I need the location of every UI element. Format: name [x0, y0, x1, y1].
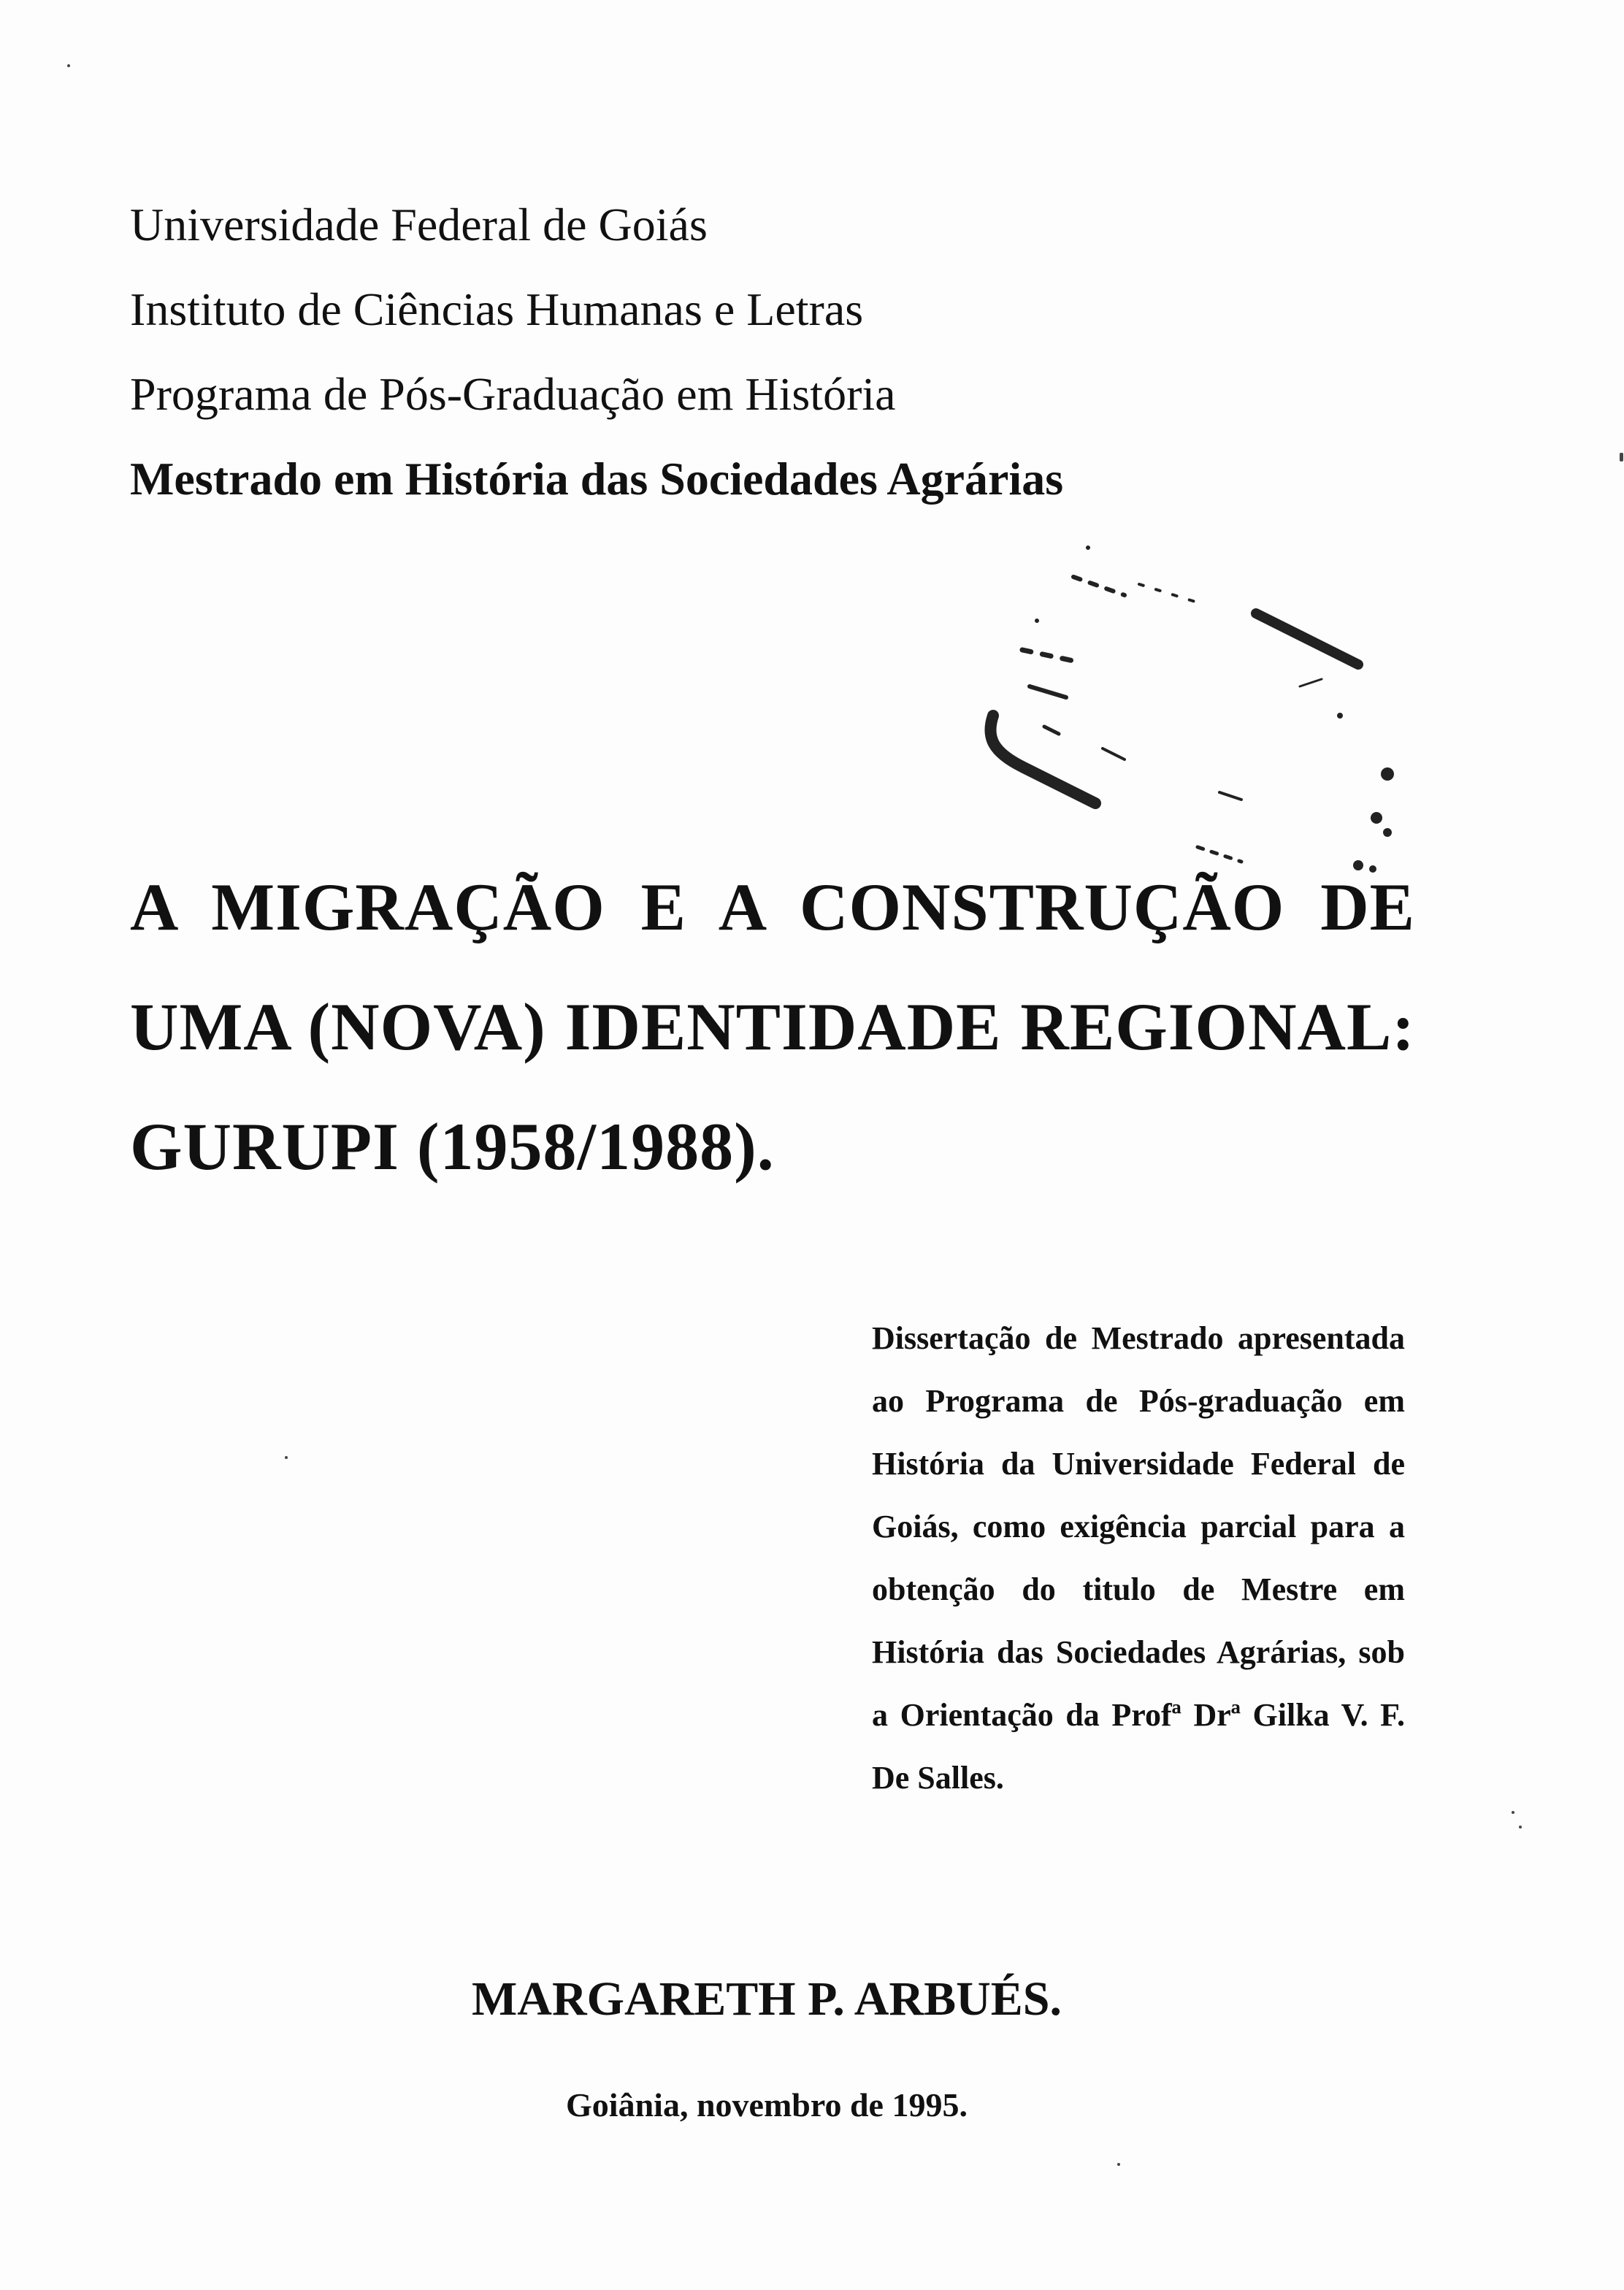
institute-name: Instituto de Ciências Humanas e Letras [130, 283, 864, 335]
program-name: Programa de Pós-Graduação em História [130, 368, 896, 420]
paper-speck [285, 1456, 288, 1459]
university-name: Universidade Federal de Goiás [130, 199, 708, 250]
institution-header [130, 183, 1225, 521]
paper-speck [1519, 1826, 1522, 1828]
paper-speck [1620, 453, 1623, 462]
faded-stamp-mark [978, 533, 1417, 884]
paper-speck [67, 64, 70, 67]
dissertation-statement: Dissertação de Mestrado apresentada ao Programa de Pós-graduação em História da Universidade Federal de Goiás, como exigência parcial para a obtenção do titulo de Mestre em História das Sociedades Agrárias, sob a Orientação da Profª Drª Gilka V. F. De Salles. [872, 1320, 1405, 1796]
paper-speck [1512, 1811, 1514, 1814]
author-name: MARGARETH P. ARBUÉS. [471, 1972, 1062, 2026]
place-and-date: Goiânia, novembro de 1995. [566, 2086, 968, 2124]
title-line-3: GURUPI (1958/1988). [130, 1109, 775, 1184]
title-line-1: A MIGRAÇÃO E A CONSTRUÇÃO DE [130, 870, 1415, 944]
paper-speck [1117, 2163, 1120, 2166]
dissertation-title [130, 847, 1415, 1206]
title-line-2: UMA (NOVA) IDENTIDADE REGIONAL: [130, 989, 1415, 1064]
masters-name: Mestrado em História das Sociedades Agrárias [130, 453, 1064, 505]
